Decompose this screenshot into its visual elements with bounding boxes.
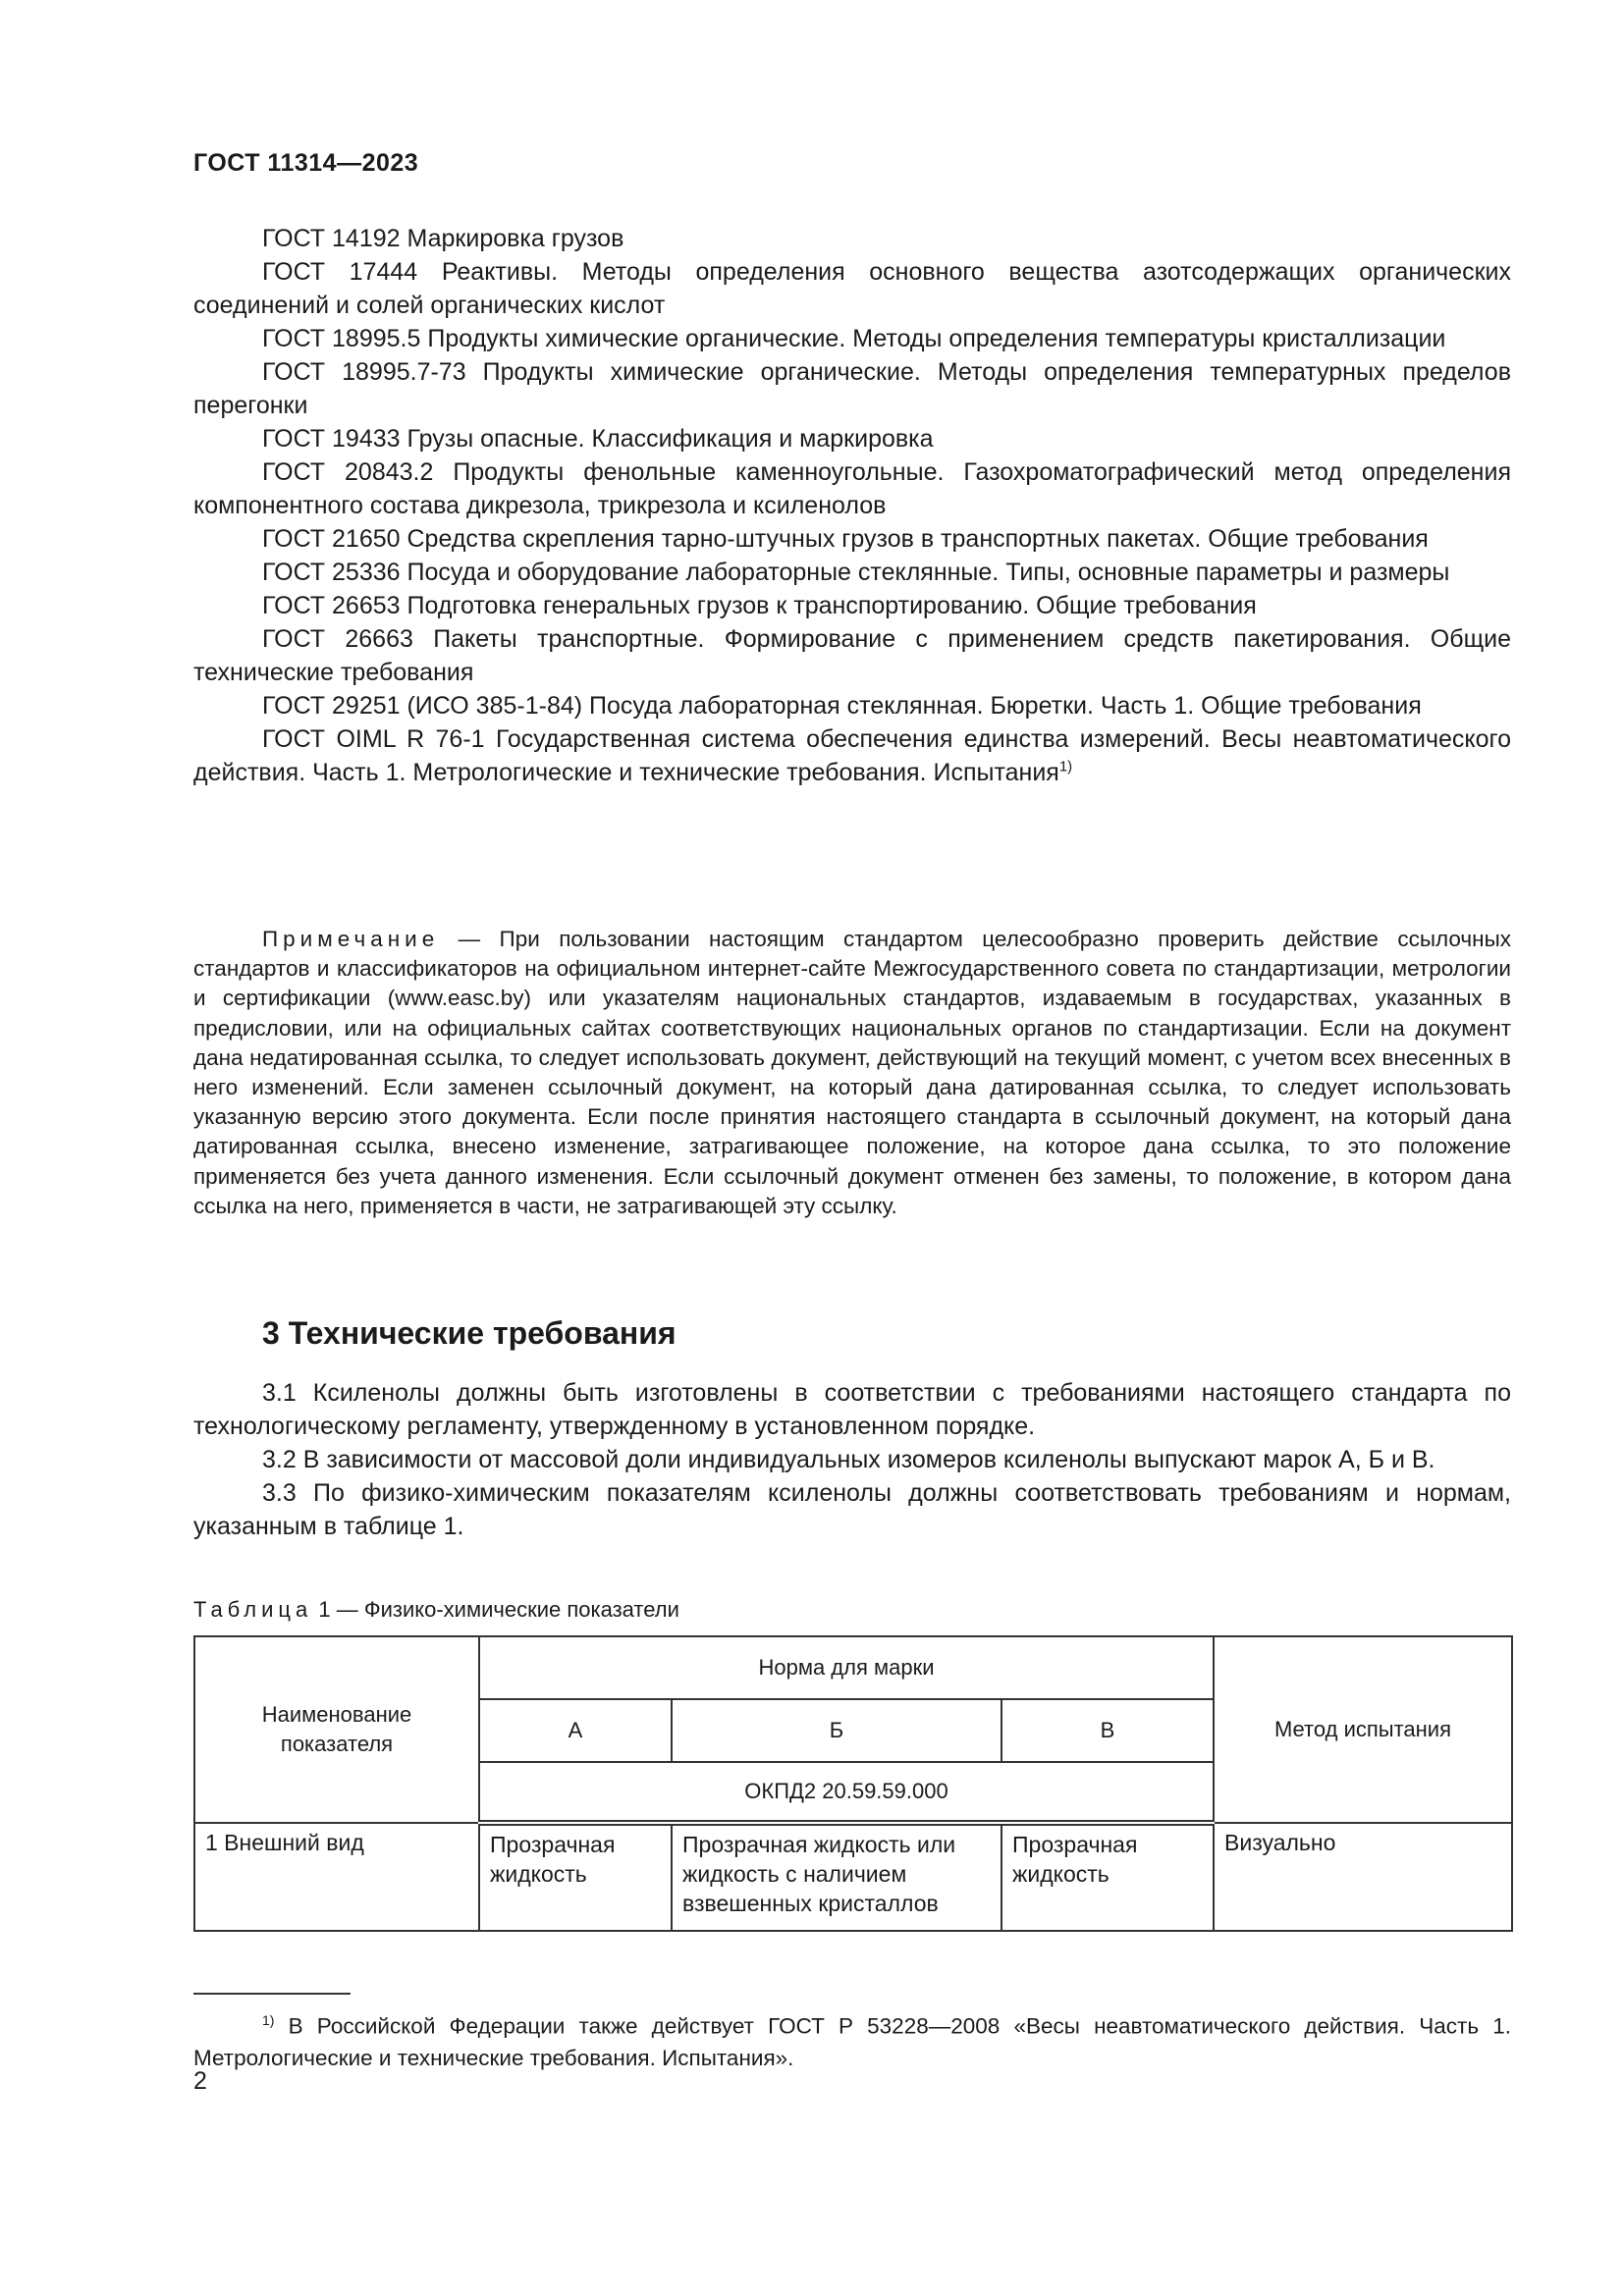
header-test-method: Метод испытания <box>1214 1636 1512 1823</box>
footnote-mark: 1) <box>1058 758 1073 775</box>
note-text: — При пользовании настоящим стандартом целесообразно проверить действие ссылочных стандартов и классификаторов на официальном интернет-сайте Межгосударственного совета по стандартизации, метрологии и сертификации (www.easc.by) или указателям национальных стандартов, издаваемым в государствах, указанных в предисловии, или на официальных сайтах соответствующих национальных органов по стандартизации. Если на документ дана недатированная ссылка, то следует использовать документ, действующий на текущий момент, с учетом всех внесенных в него изменений. Если заменен ссылочный документ, на который дана датированная ссылка, то следует использовать указанную версию этого документа. Если после принятия настоящего стандарта в ссылочный документ, на который дана датированная ссылка, внесено изменение, затрагивающее положение, на которое дана ссылка, то это положение применяется без учета данного изменения. Если ссылочный документ отменен без замены, то положение, в котором дана ссылка на него, применяется в части, не затрагивающей эту ссылку. <box>193 927 1511 1218</box>
reference-item: ГОСТ 18995.7-73 Продукты химические органические. Методы определения температурных пределов перегонки <box>193 358 1511 419</box>
header-indicator-name: Наименование показателя <box>194 1636 479 1823</box>
footnote <box>193 2004 1511 2074</box>
clause-paragraph: 3.1 Ксиленолы должны быть изготовлены в соответствии с требованиями настоящего стандарта по технологическому регламенту, утвержденному в установленном порядке. <box>193 1379 1511 1440</box>
section-heading: 3 Технические требования <box>262 1315 677 1351</box>
reference-item: ГОСТ 20843.2 Продукты фенольные каменноугольные. Газохроматографический метод определения компонентного состава дикрезола, трикрезола и ксиленолов <box>193 458 1511 519</box>
reference-item: ГОСТ 26653 Подготовка генеральных грузов к транспортированию. Общие требования <box>262 592 1257 619</box>
reference-item: ГОСТ 19433 Грузы опасные. Классификация и маркировка <box>262 425 934 453</box>
footnote-text: В Российской Федерации также действует ГОСТ Р 53228—2008 «Весы неавтоматического действия. Часть 1. Метрологические и технические требования. Испытания». <box>193 2013 1511 2070</box>
cell-grade-a: Прозрачная жидкость <box>479 1823 672 1931</box>
document-header: ГОСТ 11314—2023 <box>193 149 419 177</box>
clause-paragraph: 3.3 По физико-химическим показателям ксиленолы должны соответствовать требованиям и нормам, указанным в таблице 1. <box>193 1479 1511 1540</box>
header-grade-v: В <box>1001 1699 1214 1762</box>
reference-item: ГОСТ 26663 Пакеты транспортные. Формирование с применением средств пакетирования. Общие технические требования <box>193 625 1512 686</box>
cell-method: Визуально <box>1214 1823 1512 1931</box>
table-caption: Таблица 1 — Физико-химические показатели <box>193 1597 679 1622</box>
reference-item: ГОСТ 14192 Маркировка грузов <box>262 225 624 252</box>
reference-item: ГОСТ 18995.5 Продукты химические органические. Методы определения температуры кристаллизации <box>262 325 1446 352</box>
reference-item: ГОСТ OIML R 76-1 Государственная система обеспечения единства измерений. Весы неавтоматического действия. Часть 1. Метрологические и технические требования. Испытания$^{1)}$ <box>193 725 1511 786</box>
header-grade-a: А <box>479 1699 672 1762</box>
page-number: 2 <box>193 2067 207 2095</box>
note-paragraph <box>193 925 1511 1221</box>
cell-grade-v: Прозрачная жидкость <box>1001 1823 1214 1931</box>
reference-item: ГОСТ 21650 Средства скрепления тарно-штучных грузов в транспортных пакетах. Общие требования <box>262 525 1429 553</box>
reference-item: ГОСТ 17444 Реактивы. Методы определения основного вещества азотсодержащих органических соединений и солей органических кислот <box>193 258 1511 319</box>
table-row <box>194 1823 1512 1931</box>
physico-chemical-table <box>193 1635 1513 1932</box>
header-okpd: ОКПД2 20.59.59.000 <box>479 1762 1214 1823</box>
header-norm: Норма для марки <box>479 1636 1214 1699</box>
reference-item: ГОСТ 25336 Посуда и оборудование лабораторные стеклянные. Типы, основные параметры и размеры <box>262 559 1450 586</box>
footnote-mark: 1) <box>262 2012 275 2028</box>
table-1 <box>193 1635 1511 1932</box>
reference-item: ГОСТ 29251 (ИСО 385-1-84) Посуда лабораторная стеклянная. Бюретки. Часть 1. Общие требования <box>262 692 1422 720</box>
cell-indicator: 1 Внешний вид <box>194 1823 479 1931</box>
cell-grade-b: Прозрачная жидкость или жидкость с наличием взвешенных кристаллов <box>672 1823 1001 1931</box>
normative-references-list <box>193 222 1511 789</box>
section-paragraphs <box>193 1376 1511 1543</box>
header-grade-b: Б <box>672 1699 1001 1762</box>
footnote-separator <box>193 1993 351 1995</box>
clause-paragraph: 3.2 В зависимости от массовой доли индивидуальных изомеров ксиленолы выпускают марок А, Б и В. <box>262 1446 1435 1473</box>
note-label: Примечание <box>262 927 440 951</box>
